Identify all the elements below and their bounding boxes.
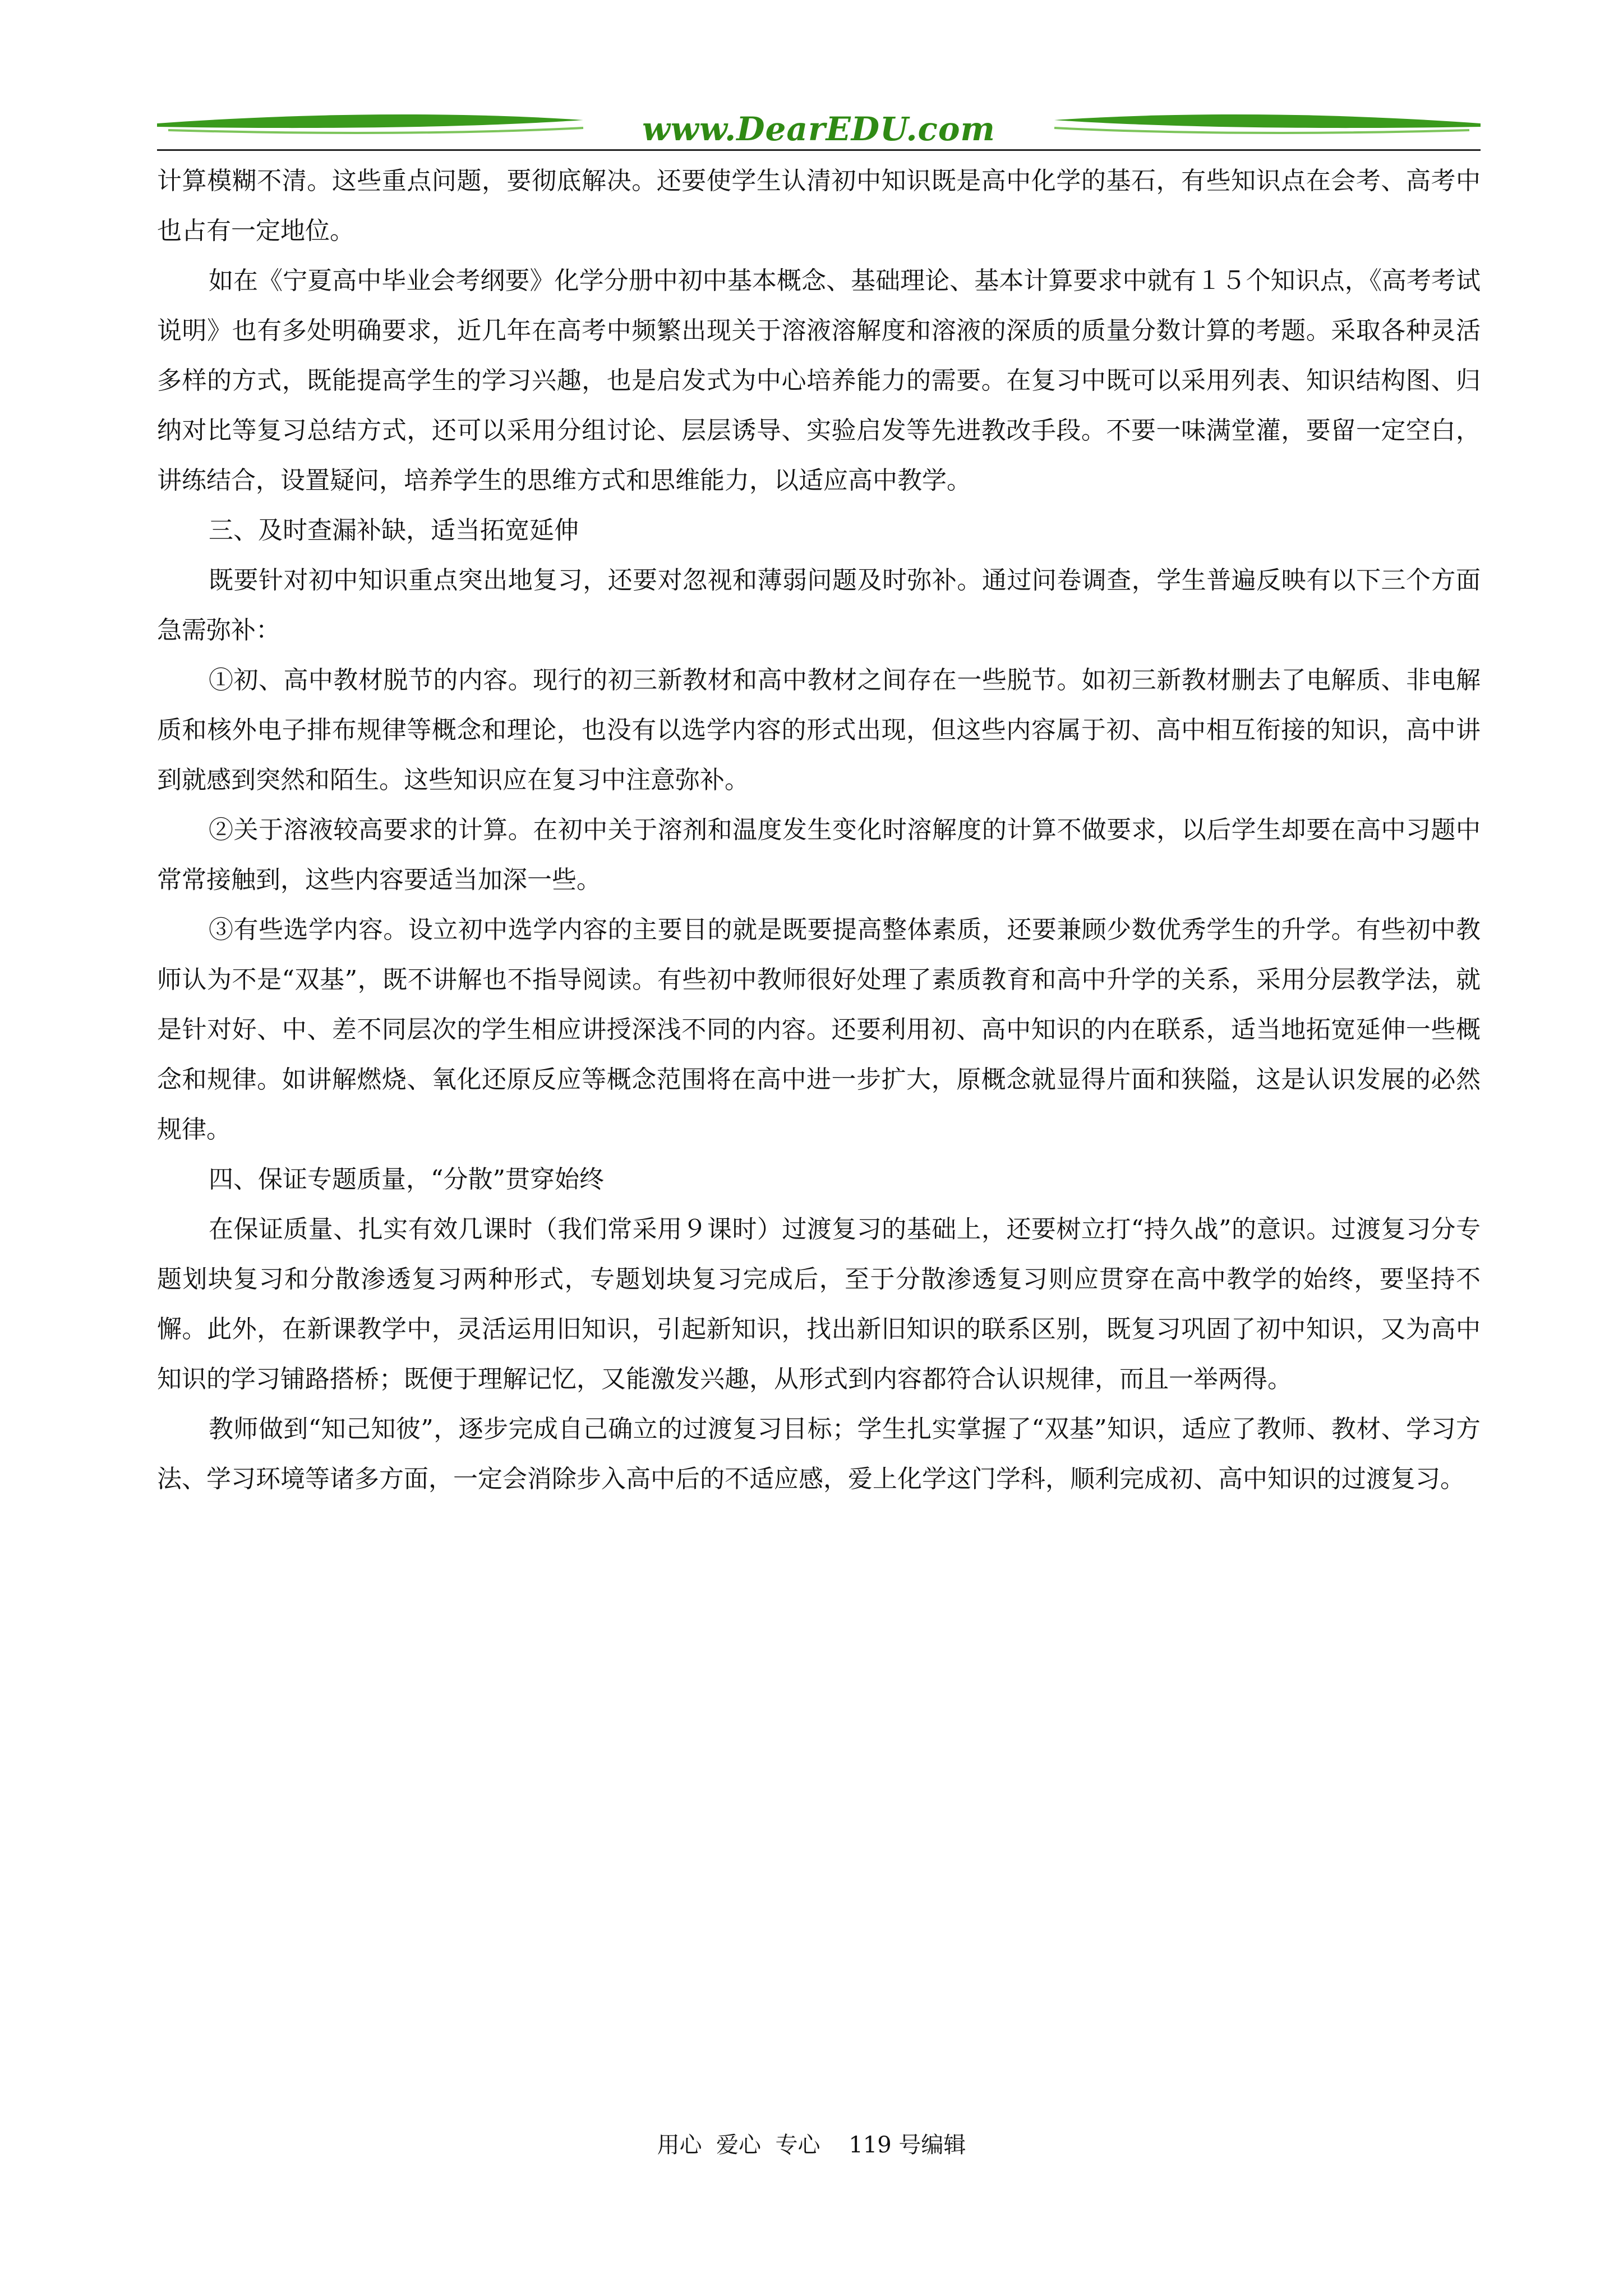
paragraph: ③有些选学内容。设立初中选学内容的主要目的就是既要提高整体素质，还要兼顾少数优秀学生的升学。有些初中教师认为不是“双基”，既不讲解也不指导阅读。有些初中教师很好处理了素质教育和高中升学的关系，采用分层教学法，就是针对好、中、差不同层次的学生相应讲授深浅不同的内容。还要利用初、高中知识的内在联系，适当地拓宽延伸一些概念和规律。如讲解燃烧、氧化还原反应等概念范围将在高中进一步扩大，原概念就显得片面和狭隘，这是认识发展的必然规律。 [157, 915, 1481, 1144]
section-heading: 四、保证专题质量，“分散”贯穿始终 [209, 1165, 604, 1194]
site-name: www.DearEDU.com [642, 110, 995, 148]
site-header [157, 101, 1481, 157]
paragraph: 既要针对初中知识重点突出地复习，还要对忽视和薄弱问题及时弥补。通过问卷调查，学生普遍反映有以下三个方面急需弥补： [157, 566, 1481, 645]
header-divider [157, 149, 1481, 151]
section-heading: 三、及时查漏补缺，适当拓宽延伸 [209, 516, 579, 545]
article-body [157, 156, 1481, 1504]
page-footer: 用心 爱心 专心 119 号编辑 [657, 2132, 966, 2158]
paragraph: 在保证质量、扎实有效几课时（我们常采用９课时）过渡复习的基础上，还要树立打“持久战”的意识。过渡复习分专题划块复习和分散渗透复习两种形式，专题划块复习完成后，至于分散渗透复习则应贯穿在高中教学的始终，要坚持不懈。此外，在新课教学中，灵活运用旧知识，引起新知识，找出新旧知识的联系区别，既复习巩固了初中知识，又为高中知识的学习铺路搭桥；既便于理解记忆，又能激发兴趣，从形式到内容都符合认识规律，而且一举两得。 [157, 1215, 1481, 1393]
paragraph: ②关于溶液较高要求的计算。在初中关于溶剂和温度发生变化时溶解度的计算不做要求，以后学生却要在高中习题中常常接触到，这些内容要适当加深一些。 [157, 816, 1481, 894]
paragraph: 如在《宁夏高中毕业会考纲要》化学分册中初中基本概念、基础理论、基本计算要求中就有１５个知识点，《高考考试说明》也有多处明确要求，近几年在高考中频繁出现关于溶液溶解度和溶液的深质的质量分数计算的考题。采取各种灵活多样的方式，既能提高学生的学习兴趣，也是启发式为中心培养能力的需要。在复习中既可以采用列表、知识结构图、归纳对比等复习总结方式，还可以采用分组讨论、层层诱导、实验启发等先进教改手段。不要一味满堂灌，要留一定空白，讲练结合，设置疑问，培养学生的思维方式和思维能力，以适应高中教学。 [157, 266, 1481, 495]
paragraph: ①初、高中教材脱节的内容。现行的初三新教材和高中教材之间存在一些脱节。如初三新教材删去了电解质、非电解质和核外电子排布规律等概念和理论，也没有以选学内容的形式出现，但这些内容属于初、高中相互衔接的知识，高中讲到就感到突然和陌生。这些知识应在复习中注意弥补。 [157, 666, 1481, 794]
paragraph: 计算模糊不清。这些重点问题，要彻底解决。还要使学生认清初中知识既是高中化学的基石，有些知识点在会考、高考中也占有一定地位。 [157, 167, 1481, 245]
paragraph: 教师做到“知己知彼”，逐步完成自己确立的过渡复习目标；学生扎实掌握了“双基”知识，适应了教师、教材、学习方法、学习环境等诸多方面，一定会消除步入高中后的不适应感，爱上化学这门学科，顺利完成初、高中知识的过渡复习。 [157, 1415, 1481, 1493]
